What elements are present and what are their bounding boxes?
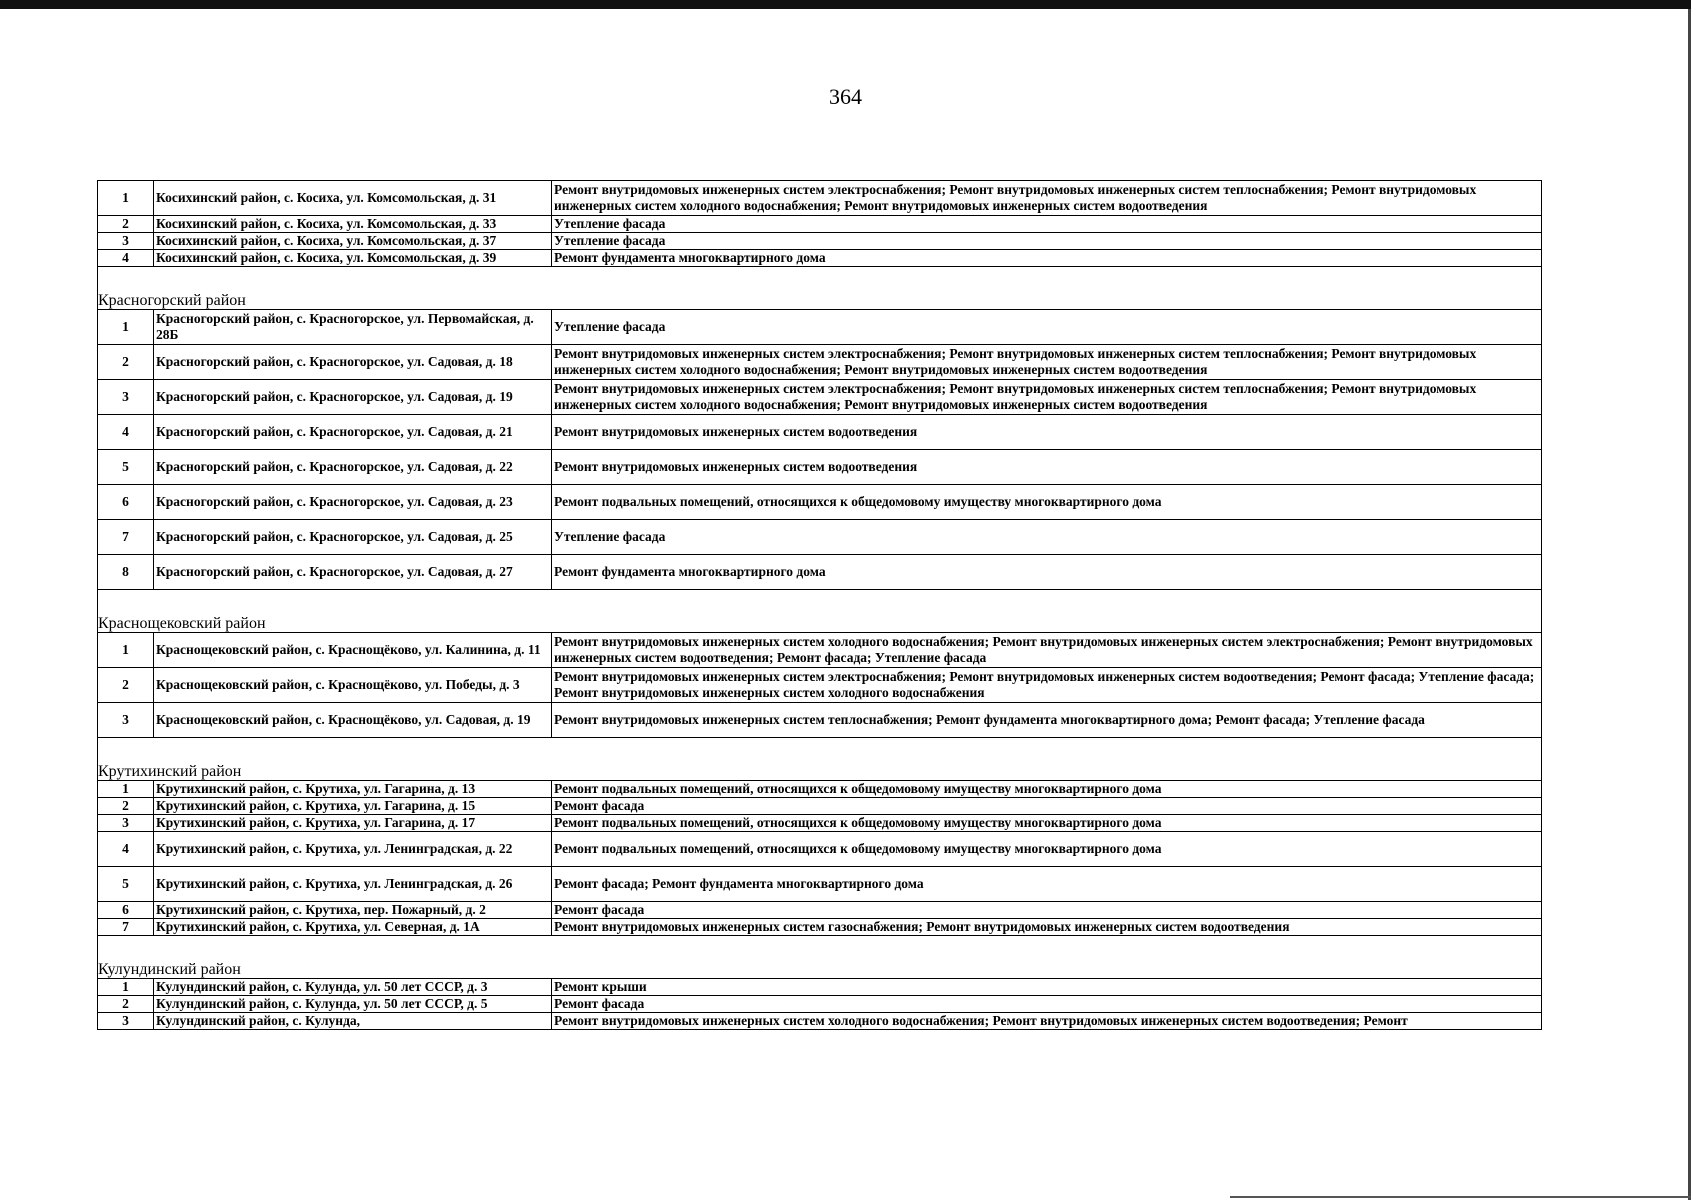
works-cell: Утепление фасада [552, 310, 1542, 345]
document-sheet [97, 180, 1541, 1030]
row-number: 3 [98, 703, 154, 738]
table-row [98, 996, 1542, 1013]
region-heading: Красногорский район [98, 289, 1542, 310]
works-cell: Утепление фасада [552, 520, 1542, 555]
works-cell: Ремонт внутридомовых инженерных систем электроснабжения; Ремонт внутридомовых инженерных систем теплоснабжения; Ремонт внутридомовых инженерных систем холодного водоснабжения; Ремонт внутридомовых инженерных систем водоотведения [552, 380, 1542, 415]
works-cell: Ремонт внутридомовых инженерных систем водоотведения [552, 415, 1542, 450]
address-cell: Кулундинский район, с. Кулунда, [154, 1013, 552, 1030]
row-number: 4 [98, 250, 154, 267]
section-gap-cell [98, 267, 1542, 290]
row-number: 3 [98, 380, 154, 415]
row-number: 1 [98, 781, 154, 798]
address-cell: Красногорский район, с. Красногорское, ул. Первомайская, д. 28Б [154, 310, 552, 345]
address-cell: Кулундинский район, с. Кулунда, ул. 50 лет СССР, д. 5 [154, 996, 552, 1013]
row-number: 1 [98, 633, 154, 668]
region-heading: Кулундинский район [98, 958, 1542, 979]
table-row [98, 310, 1542, 345]
address-cell: Краснощековский район, с. Краснощёково, ул. Калинина, д. 11 [154, 633, 552, 668]
works-cell: Ремонт подвальных помещений, относящихся к общедомовому имуществу многоквартирного дома [552, 815, 1542, 832]
section-gap-row [98, 267, 1542, 290]
address-cell: Косихинский район, с. Косиха, ул. Комсомольская, д. 37 [154, 233, 552, 250]
address-cell: Крутихинский район, с. Крутиха, ул. Гагарина, д. 13 [154, 781, 552, 798]
works-cell: Ремонт фасада [552, 798, 1542, 815]
table-row [98, 703, 1542, 738]
address-cell: Крутихинский район, с. Крутиха, ул. Ленинградская, д. 26 [154, 867, 552, 902]
address-cell: Крутихинский район, с. Крутиха, ул. Гагарина, д. 17 [154, 815, 552, 832]
works-cell: Ремонт подвальных помещений, относящихся к общедомовому имуществу многоквартирного дома [552, 832, 1542, 867]
table-row [98, 250, 1542, 267]
works-cell: Ремонт фасада [552, 902, 1542, 919]
table-row [98, 979, 1542, 996]
address-cell: Красногорский район, с. Красногорское, ул. Садовая, д. 21 [154, 415, 552, 450]
table-row [98, 832, 1542, 867]
row-number: 2 [98, 996, 154, 1013]
works-cell: Утепление фасада [552, 216, 1542, 233]
works-cell: Утепление фасада [552, 233, 1542, 250]
table-row [98, 415, 1542, 450]
table-row [98, 216, 1542, 233]
section-gap-row [98, 936, 1542, 959]
address-cell: Красногорский район, с. Красногорское, ул. Садовая, д. 27 [154, 555, 552, 590]
address-cell: Красногорский район, с. Красногорское, ул. Садовая, д. 25 [154, 520, 552, 555]
works-cell: Ремонт внутридомовых инженерных систем холодного водоснабжения; Ремонт внутридомовых инженерных систем водоотведения; Ремонт [552, 1013, 1542, 1030]
region-heading-row [98, 612, 1542, 633]
address-cell: Красногорский район, с. Красногорское, ул. Садовая, д. 23 [154, 485, 552, 520]
works-cell: Ремонт внутридомовых инженерных систем холодного водоснабжения; Ремонт внутридомовых инженерных систем электроснабжения; Ремонт внутридомовых инженерных систем водоотведения; Ремонт фасада; Утепление фасада [552, 633, 1542, 668]
address-cell: Красногорский район, с. Красногорское, ул. Садовая, д. 22 [154, 450, 552, 485]
row-number: 3 [98, 233, 154, 250]
table-row [98, 450, 1542, 485]
works-cell: Ремонт подвальных помещений, относящихся к общедомовому имуществу многоквартирного дома [552, 485, 1542, 520]
address-cell: Крутихинский район, с. Крутиха, ул. Гагарина, д. 15 [154, 798, 552, 815]
address-cell: Краснощековский район, с. Краснощёково, ул. Победы, д. 3 [154, 668, 552, 703]
works-cell: Ремонт фундамента многоквартирного дома [552, 250, 1542, 267]
works-cell: Ремонт фасада [552, 996, 1542, 1013]
works-cell: Ремонт внутридомовых инженерных систем электроснабжения; Ремонт внутридомовых инженерных систем теплоснабжения; Ремонт внутридомовых инженерных систем холодного водоснабжения; Ремонт внутридомовых инженерных систем водоотведения [552, 345, 1542, 380]
address-cell: Косихинский район, с. Косиха, ул. Комсомольская, д. 39 [154, 250, 552, 267]
page-number: 364 [829, 84, 862, 109]
row-number: 7 [98, 919, 154, 936]
table-row [98, 233, 1542, 250]
table-row [98, 902, 1542, 919]
row-number: 2 [98, 798, 154, 815]
table-row [98, 1013, 1542, 1030]
table-row [98, 781, 1542, 798]
works-cell: Ремонт фундамента многоквартирного дома [552, 555, 1542, 590]
row-number: 4 [98, 832, 154, 867]
row-number: 3 [98, 1013, 154, 1030]
table-row [98, 555, 1542, 590]
region-heading-row [98, 760, 1542, 781]
row-number: 5 [98, 450, 154, 485]
works-cell: Ремонт внутридомовых инженерных систем водоотведения [552, 450, 1542, 485]
row-number: 2 [98, 668, 154, 703]
row-number: 2 [98, 345, 154, 380]
address-cell: Крутихинский район, с. Крутиха, пер. Пожарный, д. 2 [154, 902, 552, 919]
works-cell: Ремонт фасада; Ремонт фундамента многоквартирного дома [552, 867, 1542, 902]
address-cell: Красногорский район, с. Красногорское, ул. Садовая, д. 18 [154, 345, 552, 380]
address-cell: Красногорский район, с. Красногорское, ул. Садовая, д. 19 [154, 380, 552, 415]
scan-bottom-border [1230, 1196, 1691, 1198]
address-cell: Краснощековский район, с. Краснощёково, ул. Садовая, д. 19 [154, 703, 552, 738]
table-body [98, 181, 1542, 1030]
address-cell: Крутихинский район, с. Крутиха, ул. Северная, д. 1А [154, 919, 552, 936]
table-row [98, 633, 1542, 668]
section-gap-cell [98, 738, 1542, 761]
row-number: 6 [98, 902, 154, 919]
works-cell: Ремонт внутридомовых инженерных систем электроснабжения; Ремонт внутридомовых инженерных систем теплоснабжения; Ремонт внутридомовых инженерных систем холодного водоснабжения; Ремонт внутридомовых инженерных систем водоотведения [552, 181, 1542, 216]
address-cell: Косихинский район, с. Косиха, ул. Комсомольская, д. 33 [154, 216, 552, 233]
row-number: 1 [98, 181, 154, 216]
table-row [98, 815, 1542, 832]
table-row [98, 520, 1542, 555]
works-cell: Ремонт подвальных помещений, относящихся к общедомовому имуществу многоквартирного дома [552, 781, 1542, 798]
repair-program-table [97, 180, 1542, 1030]
address-cell: Крутихинский район, с. Крутиха, ул. Ленинградская, д. 22 [154, 832, 552, 867]
row-number: 1 [98, 979, 154, 996]
row-number: 8 [98, 555, 154, 590]
table-row [98, 485, 1542, 520]
table-row [98, 380, 1542, 415]
works-cell: Ремонт внутридомовых инженерных систем теплоснабжения; Ремонт фундамента многоквартирного дома; Ремонт фасада; Утепление фасада [552, 703, 1542, 738]
row-number: 3 [98, 815, 154, 832]
table-row [98, 798, 1542, 815]
table-row [98, 867, 1542, 902]
table-row [98, 919, 1542, 936]
section-gap-cell [98, 590, 1542, 613]
address-cell: Кулундинский район, с. Кулунда, ул. 50 лет СССР, д. 3 [154, 979, 552, 996]
row-number: 5 [98, 867, 154, 902]
section-gap-row [98, 590, 1542, 613]
section-gap-row [98, 738, 1542, 761]
table-row [98, 345, 1542, 380]
works-cell: Ремонт внутридомовых инженерных систем газоснабжения; Ремонт внутридомовых инженерных систем водоотведения [552, 919, 1542, 936]
address-cell: Косихинский район, с. Косиха, ул. Комсомольская, д. 31 [154, 181, 552, 216]
section-gap-cell [98, 936, 1542, 959]
region-heading: Краснощековский район [98, 612, 1542, 633]
region-heading-row [98, 289, 1542, 310]
row-number: 7 [98, 520, 154, 555]
works-cell: Ремонт крыши [552, 979, 1542, 996]
works-cell: Ремонт внутридомовых инженерных систем электроснабжения; Ремонт внутридомовых инженерных систем водоотведения; Ремонт фасада; Утепление фасада; Ремонт внутридомовых инженерных систем холодного водоснабжения [552, 668, 1542, 703]
region-heading-row [98, 958, 1542, 979]
row-number: 6 [98, 485, 154, 520]
table-row [98, 181, 1542, 216]
table-row [98, 668, 1542, 703]
scan-top-border [0, 0, 1691, 9]
row-number: 4 [98, 415, 154, 450]
row-number: 1 [98, 310, 154, 345]
region-heading: Крутихинский район [98, 760, 1542, 781]
row-number: 2 [98, 216, 154, 233]
